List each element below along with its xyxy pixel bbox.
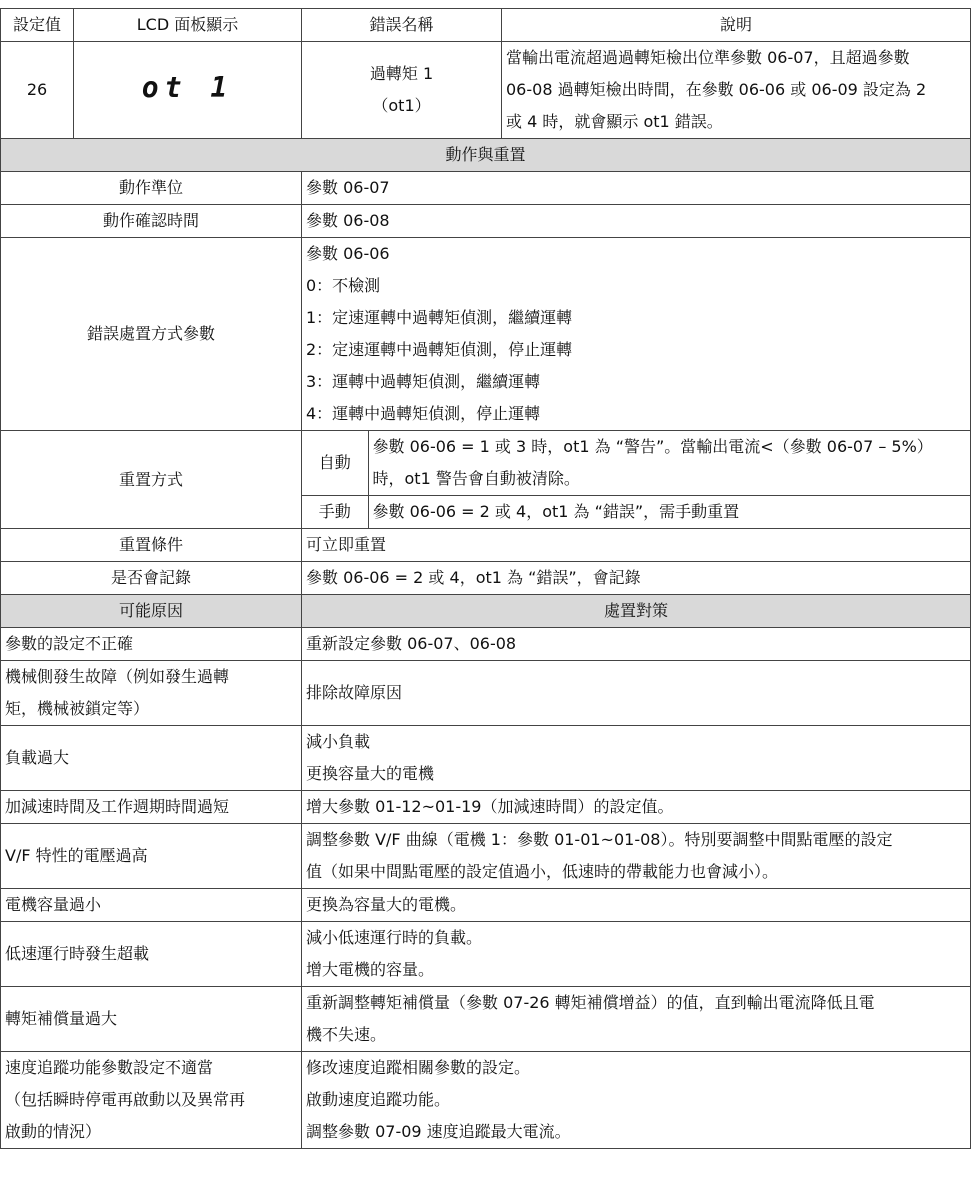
cause-cell xyxy=(1,889,302,922)
cause-line: 低速運行時發生超載 xyxy=(5,944,150,963)
handling-line: 4：運轉中過轉矩偵測，停止運轉 xyxy=(306,404,541,423)
header-row xyxy=(1,9,971,42)
action-cell xyxy=(302,1052,971,1149)
action-line: 更換為容量大的電機。 xyxy=(306,895,467,914)
reset-auto-value xyxy=(368,431,970,496)
handling-options xyxy=(302,238,971,431)
cause-rows xyxy=(1,628,971,1149)
cause-cell xyxy=(1,628,302,661)
header-setting: 設定值 xyxy=(1,9,74,42)
cause-cell xyxy=(1,726,302,791)
cause-cell xyxy=(1,1052,302,1149)
action-level-row xyxy=(1,172,971,205)
confirm-time-label: 動作確認時間 xyxy=(1,205,302,238)
action-section-title: 動作與重置 xyxy=(1,139,971,172)
auto-line: 參數 06-06 = 1 或 3 時，ot1 為 “警告”。當輸出電流<（參數 06-07 – 5%） xyxy=(372,437,933,456)
confirm-time-row xyxy=(1,205,971,238)
cause-row xyxy=(1,791,971,824)
action-cell xyxy=(302,889,971,922)
cause-line: 矩，機械被鎖定等） xyxy=(5,699,150,718)
fault-table-wrapper xyxy=(0,8,970,1149)
lcd-display-text: ot 1 xyxy=(141,71,234,104)
record-row xyxy=(1,562,971,595)
handling-line: 3：運轉中過轉矩偵測，繼續運轉 xyxy=(306,372,541,391)
reset-manual-value: 參數 06-06 = 2 或 4，ot1 為 “錯誤”，需手動重置 xyxy=(368,496,970,529)
cause-line: V/F 特性的電壓過高 xyxy=(5,846,148,865)
action-cell xyxy=(302,628,971,661)
fault-setting-value: 26 xyxy=(1,42,74,139)
action-line: 排除故障原因 xyxy=(306,683,403,702)
cause-row xyxy=(1,987,971,1052)
reset-method-table xyxy=(302,431,970,528)
description-line: 或 4 時，就會顯示 ot1 錯誤。 xyxy=(506,112,723,131)
fault-name-cell xyxy=(302,42,502,139)
action-line: 重新調整轉矩補償量（參數 07-26 轉矩補償增益）的值，直到輸出電流降低且電 xyxy=(306,993,875,1012)
handling-label: 錯誤處置方式參數 xyxy=(1,238,302,431)
action-cell xyxy=(302,791,971,824)
reset-auto-row xyxy=(302,431,970,496)
reset-condition-value: 可立即重置 xyxy=(302,529,971,562)
reset-manual-label: 手動 xyxy=(302,496,368,529)
cause-line: 啟動的情況） xyxy=(5,1122,102,1141)
cause-cell xyxy=(1,922,302,987)
confirm-time-value: 參數 06-08 xyxy=(302,205,971,238)
action-line: 重新設定參數 06-07、06-08 xyxy=(306,634,517,653)
cause-cell xyxy=(1,824,302,889)
cause-line: 負載過大 xyxy=(5,748,70,767)
fault-name-line2: （ot1） xyxy=(372,96,431,115)
cause-cell xyxy=(1,661,302,726)
auto-line: 時，ot1 警告會自動被清除。 xyxy=(372,469,580,488)
fault-description xyxy=(502,42,971,139)
header-description: 說明 xyxy=(502,9,971,42)
description-line: 06-08 過轉矩檢出時間，在參數 06-06 或 06-09 設定為 2 xyxy=(506,80,927,99)
reset-condition-label: 重置條件 xyxy=(1,529,302,562)
cause-row xyxy=(1,1052,971,1149)
description-line: 當輸出電流超過過轉矩檢出位準參數 06-07，且超過參數 xyxy=(506,48,910,67)
cause-line: 速度追蹤功能參數設定不適當 xyxy=(5,1058,214,1077)
action-line: 啟動速度追蹤功能。 xyxy=(306,1090,451,1109)
action-line: 調整參數 07-09 速度追蹤最大電流。 xyxy=(306,1122,571,1141)
cause-line: 電機容量過小 xyxy=(5,895,102,914)
action-line: 更換容量大的電機 xyxy=(306,764,435,783)
action-line: 增大參數 01-12~01-19（加減速時間）的設定值。 xyxy=(306,797,674,816)
record-value: 參數 06-06 = 2 或 4，ot1 為 “錯誤”，會記錄 xyxy=(302,562,971,595)
cause-row xyxy=(1,889,971,922)
action-cell xyxy=(302,726,971,791)
action-line: 減小負載 xyxy=(306,732,371,751)
cause-line: 機械側發生故障（例如發生過轉 xyxy=(5,667,230,686)
reset-auto-label: 自動 xyxy=(302,431,368,496)
fault-name-line1: 過轉矩 1 xyxy=(369,64,434,83)
cause-line: 參數的設定不正確 xyxy=(5,634,134,653)
cause-line: 加減速時間及工作週期時間過短 xyxy=(5,797,230,816)
action-cell xyxy=(302,824,971,889)
action-line: 機不失速。 xyxy=(306,1025,387,1044)
action-line: 修改速度追蹤相關參數的設定。 xyxy=(306,1058,531,1077)
reset-method-row xyxy=(1,431,971,529)
actions-header: 處置對策 xyxy=(302,595,971,628)
handling-line: 0：不檢測 xyxy=(306,276,381,295)
cause-row xyxy=(1,726,971,791)
reset-method-detail xyxy=(302,431,971,529)
header-error-name: 錯誤名稱 xyxy=(302,9,502,42)
causes-header-row xyxy=(1,595,971,628)
action-line: 調整參數 V/F 曲線（電機 1：參數 01-01~01-08）。特別要調整中間點電壓的設定 xyxy=(306,830,893,849)
reset-manual-row xyxy=(302,496,970,529)
cause-line: 轉矩補償量過大 xyxy=(5,1009,118,1028)
cause-row xyxy=(1,661,971,726)
action-line: 減小低速運行時的負載。 xyxy=(306,928,483,947)
lcd-display xyxy=(74,42,302,139)
record-label: 是否會記錄 xyxy=(1,562,302,595)
action-cell xyxy=(302,987,971,1052)
reset-method-label: 重置方式 xyxy=(1,431,302,529)
fault-row xyxy=(1,42,971,139)
action-line: 值（如果中間點電壓的設定值過小，低速時的帶載能力也會減小）。 xyxy=(306,862,779,881)
action-cell xyxy=(302,922,971,987)
action-cell xyxy=(302,661,971,726)
cause-line: （包括瞬時停電再啟動以及異常再 xyxy=(5,1090,246,1109)
header-lcd: LCD 面板顯示 xyxy=(74,9,302,42)
cause-cell xyxy=(1,987,302,1052)
reset-condition-row xyxy=(1,529,971,562)
cause-row xyxy=(1,824,971,889)
action-line: 增大電機的容量。 xyxy=(306,960,435,979)
cause-row xyxy=(1,628,971,661)
action-section-header xyxy=(1,139,971,172)
fault-table xyxy=(0,8,971,1149)
action-level-value: 參數 06-07 xyxy=(302,172,971,205)
handling-line: 2：定速運轉中過轉矩偵測，停止運轉 xyxy=(306,340,573,359)
cause-cell xyxy=(1,791,302,824)
action-level-label: 動作準位 xyxy=(1,172,302,205)
handling-row xyxy=(1,238,971,431)
handling-line: 參數 06-06 xyxy=(306,244,390,263)
handling-line: 1：定速運轉中過轉矩偵測，繼續運轉 xyxy=(306,308,573,327)
causes-header: 可能原因 xyxy=(1,595,302,628)
cause-row xyxy=(1,922,971,987)
